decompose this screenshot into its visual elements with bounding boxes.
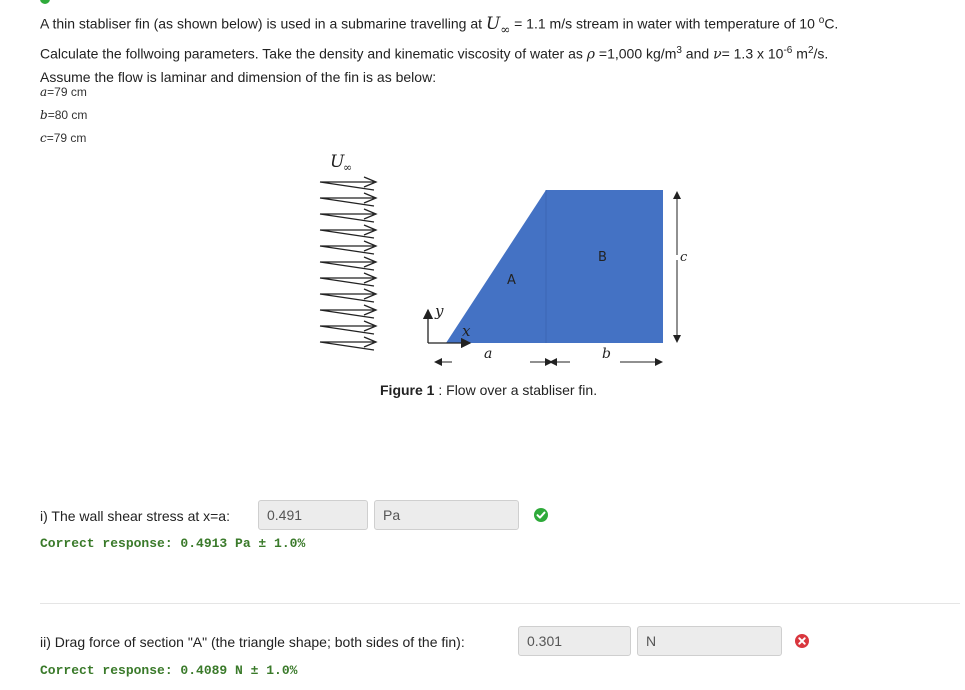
flow-arrow	[320, 321, 376, 334]
flow-arrow	[320, 225, 376, 238]
check-circle-icon	[533, 507, 549, 523]
dimension-a: a=79 cm	[40, 85, 87, 99]
question-2-correct-response: Correct response: 0.4089 N ± 1.0%	[40, 663, 298, 678]
x-axis-label: x	[462, 322, 471, 340]
flow-arrow	[320, 257, 376, 270]
flow-arrow	[320, 209, 376, 222]
question-1-correct-response: Correct response: 0.4913 Pa ± 1.0%	[40, 536, 306, 551]
flow-arrow	[320, 177, 376, 190]
fin-figure	[300, 140, 720, 380]
question-1-unit-input[interactable]: Pa	[374, 500, 519, 530]
flow-arrow	[320, 337, 376, 350]
section-a-label: A	[507, 273, 516, 288]
freestream-subscript: ∞	[343, 161, 353, 174]
y-axis-label: y	[435, 302, 444, 320]
status-dot	[40, 0, 50, 4]
question-1-label: i) The wall shear stress at x=a:	[40, 508, 230, 524]
flow-arrows	[320, 177, 376, 350]
dimension-c-label: c	[680, 250, 688, 265]
question-2-answer-input[interactable]: 0.301	[518, 626, 631, 656]
question-2-unit-input[interactable]: N	[637, 626, 782, 656]
dimension-list	[40, 81, 87, 150]
question-1-answer-input[interactable]: 0.491	[258, 500, 368, 530]
dimension-a-label: a	[484, 346, 493, 362]
flow-arrow	[320, 193, 376, 206]
intro-line-2: Calculate the follwoing parameters. Take the density and kinematic viscosity of water as ρ =1,000 $kg/m^3$ and ν= 1.3 x $10^{-6}$ $m^2/s$.	[40, 45, 829, 63]
question-divider	[40, 603, 960, 604]
flow-arrow	[320, 305, 376, 318]
flow-arrow	[320, 273, 376, 286]
dimension-b: b=80 cm	[40, 108, 88, 122]
problem-statement	[40, 10, 950, 88]
section-b-label: B	[598, 250, 607, 265]
freestream-label: U	[330, 152, 345, 172]
intro-line-1: A thin stabliser fin (as shown below) is used in a submarine travelling at $U_\infty = 1.1$ m/s stream in water with temperature of 10 $^o$C.	[40, 13, 839, 37]
dimension-c: c=79 cm	[40, 131, 87, 145]
flow-arrow	[320, 289, 376, 302]
intro-line-3: Assume the flow is laminar and dimension of the fin is as below:	[40, 68, 437, 85]
fin-shape	[446, 190, 663, 343]
x-circle-icon	[794, 633, 810, 649]
question-2-label: ii) Drag force of section "A" (the triangle shape; both sides of the fin):	[40, 634, 465, 650]
figure-caption: Figure 1 : Flow over a stabliser fin.	[380, 382, 598, 398]
flow-arrow	[320, 241, 376, 254]
dimension-b-label: b	[602, 346, 611, 362]
